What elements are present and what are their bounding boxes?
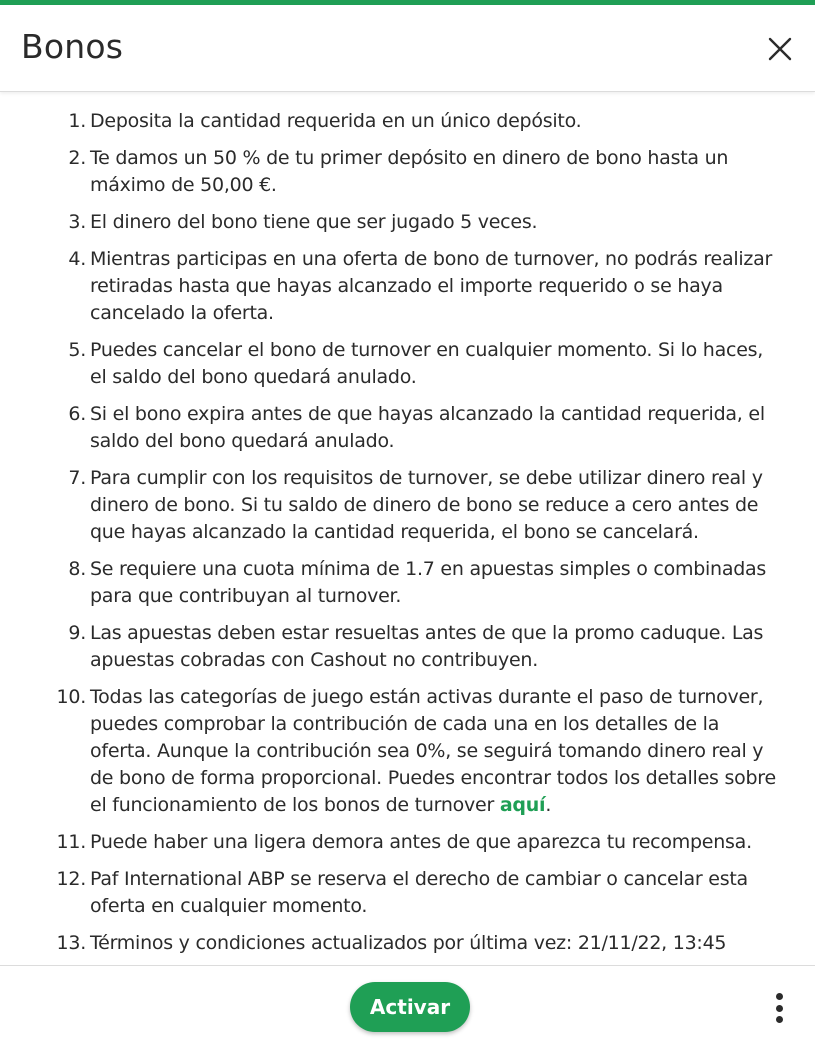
list-item bbox=[0, 401, 815, 455]
item-text: Términos y condiciones actualizados por última vez: 21/11/22, 13:45 bbox=[90, 932, 727, 954]
list-item bbox=[0, 145, 815, 199]
item-text-end: . bbox=[545, 794, 552, 816]
list-item bbox=[0, 209, 815, 236]
item-number: 5. bbox=[68, 339, 86, 361]
item-text: Para cumplir con los requisitos de turnover, se debe utilizar dinero real y dinero de bono. Si tu saldo de dinero de bono se reduce a cero antes de que hayas alcanzado la cantidad requerida, el bono se cancelará. bbox=[90, 467, 763, 543]
item-number: 8. bbox=[68, 558, 86, 580]
item-text: Si el bono expira antes de que hayas alcanzado la cantidad requerida, el saldo del bono quedará anulado. bbox=[90, 403, 765, 452]
page-title: Bonos bbox=[21, 27, 124, 66]
more-vertical-icon bbox=[776, 993, 783, 1000]
item-text: Todas las categorías de juego están activas durante el paso de turnover, puedes comprobar la contribución de cada una en los detalles de la oferta. Aunque la contribución sea 0%, se seguirá tomando dinero real y de bono de forma proporcional. Puedes encontrar todos los detalles sobre el funcionamiento de los bonos de turnover bbox=[90, 686, 776, 816]
list-item bbox=[0, 620, 815, 674]
more-vertical-icon bbox=[776, 1016, 783, 1023]
item-text: Mientras participas en una oferta de bono de turnover, no podrás realizar retiradas hasta que hayas alcanzado el importe requerido o se haya cancelado la oferta. bbox=[90, 248, 773, 324]
list-item bbox=[0, 246, 815, 327]
item-number: 4. bbox=[68, 248, 86, 270]
turnover-details-link[interactable]: aquí bbox=[499, 794, 546, 816]
item-number: 13. bbox=[56, 932, 86, 954]
list-item bbox=[0, 930, 815, 957]
item-number: 12. bbox=[56, 868, 86, 890]
item-number: 6. bbox=[68, 403, 86, 425]
item-text: Puedes cancelar el bono de turnover en cualquier momento. Si lo haces, el saldo del bono quedará anulado. bbox=[90, 339, 764, 388]
item-number: 10. bbox=[56, 686, 86, 708]
more-vertical-icon bbox=[776, 1005, 783, 1012]
close-icon bbox=[768, 37, 792, 61]
list-item bbox=[0, 829, 815, 856]
item-number: 7. bbox=[68, 467, 86, 489]
more-options-button[interactable] bbox=[764, 990, 794, 1026]
item-number: 2. bbox=[68, 147, 86, 169]
modal-header bbox=[0, 5, 815, 92]
item-number: 9. bbox=[68, 622, 86, 644]
list-item bbox=[0, 556, 815, 610]
terms-list bbox=[0, 108, 815, 965]
item-number: 1. bbox=[68, 110, 86, 132]
list-item bbox=[0, 684, 815, 819]
list-item bbox=[0, 465, 815, 546]
close-button[interactable] bbox=[762, 31, 798, 67]
item-number: 11. bbox=[56, 831, 86, 853]
item-text: El dinero del bono tiene que ser jugado 5 veces. bbox=[90, 211, 538, 233]
modal-footer bbox=[0, 965, 815, 1043]
item-text: Deposita la cantidad requerida en un único depósito. bbox=[90, 110, 582, 132]
item-text: Puede haber una ligera demora antes de que aparezca tu recompensa. bbox=[90, 831, 752, 853]
terms-content[interactable] bbox=[0, 93, 815, 965]
list-item bbox=[0, 866, 815, 920]
activate-button[interactable]: Activar bbox=[350, 982, 470, 1032]
list-item bbox=[0, 108, 815, 135]
item-text: Paf International ABP se reserva el derecho de cambiar o cancelar esta oferta en cualquier momento. bbox=[90, 868, 748, 917]
list-item bbox=[0, 337, 815, 391]
item-text: Te damos un 50 % de tu primer depósito en dinero de bono hasta un máximo de 50,00 €. bbox=[90, 147, 729, 196]
item-text: Las apuestas deben estar resueltas antes de que la promo caduque. Las apuestas cobradas con Cashout no contribuyen. bbox=[90, 622, 764, 671]
item-number: 3. bbox=[68, 211, 86, 233]
item-text: Se requiere una cuota mínima de 1.7 en apuestas simples o combinadas para que contribuyan al turnover. bbox=[90, 558, 767, 607]
